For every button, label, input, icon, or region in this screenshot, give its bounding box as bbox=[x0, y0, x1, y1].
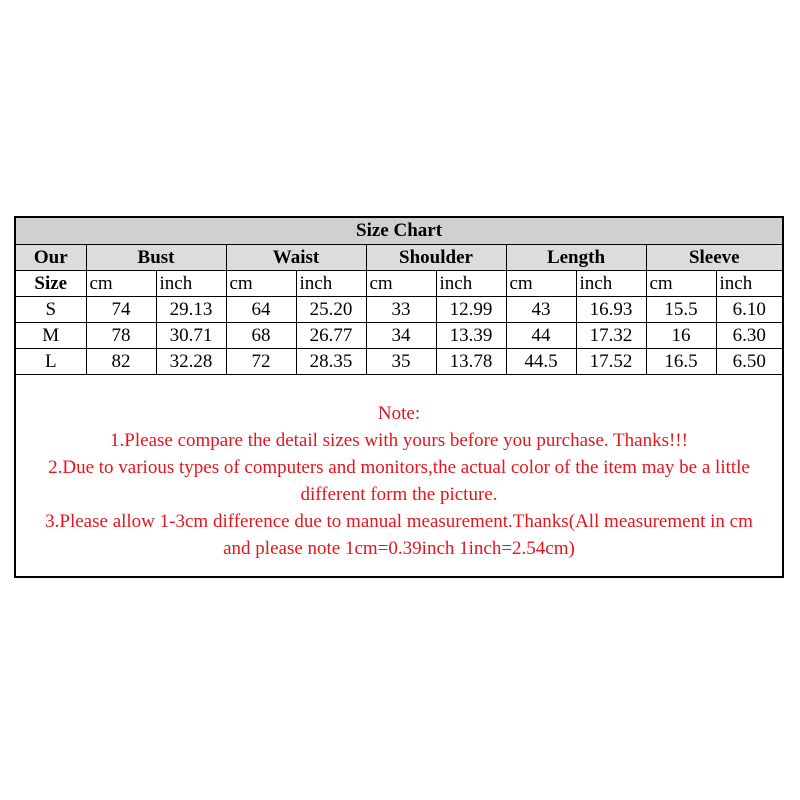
unit-inch: inch bbox=[296, 270, 366, 296]
unit-inch: inch bbox=[156, 270, 226, 296]
unit-cm: cm bbox=[506, 270, 576, 296]
value-cell: 44 bbox=[506, 322, 576, 348]
value-cell: 28.35 bbox=[296, 348, 366, 374]
unit-cm: cm bbox=[226, 270, 296, 296]
value-cell: 32.28 bbox=[156, 348, 226, 374]
value-cell: 12.99 bbox=[436, 296, 506, 322]
value-cell: 6.50 bbox=[716, 348, 782, 374]
table-title: Size Chart bbox=[16, 218, 782, 244]
waist-header: Waist bbox=[226, 244, 366, 270]
value-cell: 17.32 bbox=[576, 322, 646, 348]
value-cell: 64 bbox=[226, 296, 296, 322]
value-cell: 15.5 bbox=[646, 296, 716, 322]
table-row bbox=[16, 322, 782, 348]
note-block bbox=[16, 400, 782, 562]
value-cell: 16.5 bbox=[646, 348, 716, 374]
value-cell: 33 bbox=[366, 296, 436, 322]
value-cell: 16 bbox=[646, 322, 716, 348]
size-label: L bbox=[16, 348, 86, 374]
unit-inch: inch bbox=[716, 270, 782, 296]
value-cell: 43 bbox=[506, 296, 576, 322]
our-size-label-bottom: Size bbox=[16, 270, 86, 296]
value-cell: 17.52 bbox=[576, 348, 646, 374]
unit-inch: inch bbox=[436, 270, 506, 296]
measurement-header-row bbox=[16, 244, 782, 270]
note-heading: Note: bbox=[377, 403, 421, 424]
note-line: 1.Please compare the detail sizes with yours before you purchase. Thanks!!! bbox=[110, 430, 688, 451]
our-size-label-top: Our bbox=[16, 244, 86, 270]
length-header: Length bbox=[506, 244, 646, 270]
value-cell: 13.39 bbox=[436, 322, 506, 348]
value-cell: 26.77 bbox=[296, 322, 366, 348]
table-row bbox=[16, 296, 782, 322]
unit-header-row bbox=[16, 270, 782, 296]
note-line: 3.Please allow 1-3cm difference due to manual measurement.Thanks(All measurement in cm bbox=[45, 511, 753, 532]
bust-header: Bust bbox=[86, 244, 226, 270]
value-cell: 30.71 bbox=[156, 322, 226, 348]
unit-cm: cm bbox=[366, 270, 436, 296]
value-cell: 6.30 bbox=[716, 322, 782, 348]
value-cell: 44.5 bbox=[506, 348, 576, 374]
size-chart-sheet bbox=[14, 216, 784, 578]
note-line: and please note 1cm=0.39inch 1inch=2.54cm) bbox=[223, 538, 575, 559]
unit-cm: cm bbox=[86, 270, 156, 296]
size-label: M bbox=[16, 322, 86, 348]
size-table bbox=[16, 218, 782, 375]
value-cell: 34 bbox=[366, 322, 436, 348]
note-line: 2.Due to various types of computers and monitors,the actual color of the item may be a little bbox=[48, 457, 750, 478]
value-cell: 29.13 bbox=[156, 296, 226, 322]
value-cell: 78 bbox=[86, 322, 156, 348]
sleeve-header: Sleeve bbox=[646, 244, 782, 270]
note-line: different form the picture. bbox=[300, 484, 498, 505]
shoulder-header: Shoulder bbox=[366, 244, 506, 270]
value-cell: 74 bbox=[86, 296, 156, 322]
value-cell: 13.78 bbox=[436, 348, 506, 374]
value-cell: 72 bbox=[226, 348, 296, 374]
value-cell: 16.93 bbox=[576, 296, 646, 322]
value-cell: 35 bbox=[366, 348, 436, 374]
value-cell: 82 bbox=[86, 348, 156, 374]
value-cell: 6.10 bbox=[716, 296, 782, 322]
title-row bbox=[16, 218, 782, 244]
unit-cm: cm bbox=[646, 270, 716, 296]
unit-inch: inch bbox=[576, 270, 646, 296]
value-cell: 25.20 bbox=[296, 296, 366, 322]
table-row bbox=[16, 348, 782, 374]
size-label: S bbox=[16, 296, 86, 322]
value-cell: 68 bbox=[226, 322, 296, 348]
